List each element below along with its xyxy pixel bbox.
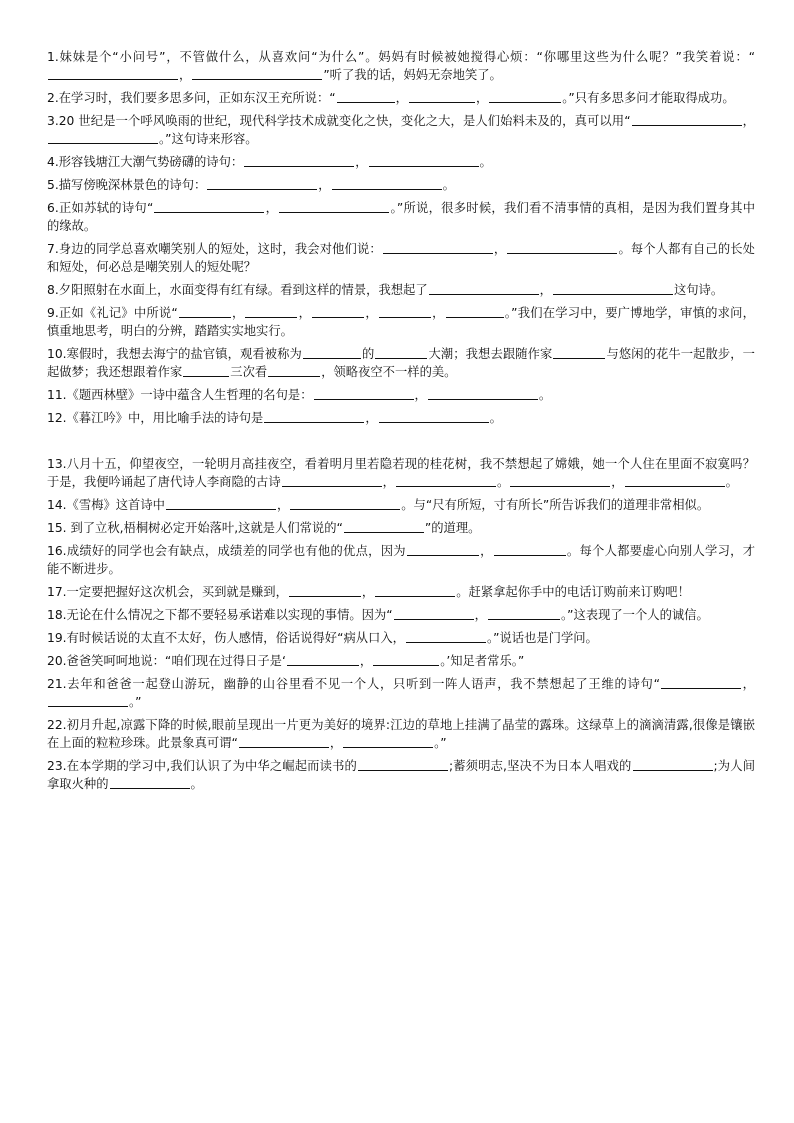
answer-blank[interactable] [290,496,400,510]
question-16 [47,542,755,578]
answer-blank[interactable] [494,542,566,556]
answer-blank[interactable] [507,240,617,254]
answer-blank[interactable] [264,409,364,423]
answer-blank[interactable] [207,176,317,190]
answer-blank[interactable] [282,473,382,487]
question-text: 。’知足者常乐。” [440,654,525,668]
question-text: 22.初月升起,凉露下降的时候,眼前呈现出一片更为美好的境界:江边的草地上挂满了晶莹的露珠。这绿草上的滴滴清露,很像是镶嵌在上面的粒粒珍珠。此景象真可谓“ [47,718,755,750]
answer-blank[interactable] [192,66,322,80]
question-text: 。 [442,178,455,192]
question-text: 4.形容钱塘江大潮气势磅礴的诗句： [47,155,244,169]
answer-blank[interactable] [661,675,741,689]
question-text: ， [359,654,373,668]
question-text: 3.20 世纪是一个呼风唤雨的世纪，现代科学技术成就变化之快，变化之大，是人们始料未及的，真可以用“ [47,114,631,128]
question-22 [47,716,755,752]
answer-blank[interactable] [406,629,486,643]
question-text: 。每个人都要虚心向别人学习，才能不断进步。 [47,544,755,576]
answer-blank[interactable] [409,89,475,103]
answer-blank[interactable] [373,652,439,666]
question-text: 17.一定要把握好这次机会，买到就是赚到， [47,585,288,599]
question-text: 。” [129,695,142,709]
answer-blank[interactable] [375,345,427,359]
answer-blank[interactable] [48,693,128,707]
question-text: 。”这句诗来形容。 [159,132,258,146]
answer-blank[interactable] [244,153,354,167]
answer-blank[interactable] [279,199,389,213]
question-text: 。 [725,475,738,489]
question-10 [47,345,755,381]
answer-blank[interactable] [303,345,361,359]
answer-blank[interactable] [489,89,561,103]
question-text: ， [493,242,507,256]
question-18 [47,606,755,624]
answer-blank[interactable] [632,112,742,126]
question-1 [47,48,755,84]
question-text: 与悠闲的花牛一起散步，一起做梦；我还想跟着作家 [47,347,755,379]
question-21 [47,675,755,711]
answer-blank[interactable] [510,473,610,487]
question-text: 8.夕阳照射在水面上，水面变得有红有绿。看到这样的情景，我想起了 [47,283,428,297]
question-14 [47,496,755,514]
question-text: ， [382,475,395,489]
question-5 [47,176,755,194]
answer-blank[interactable] [369,153,479,167]
question-text: 16.成绩好的同学也会有缺点，成绩差的同学也有他的优点，因为 [47,544,406,558]
question-8 [47,281,755,299]
question-text: ”的道理。 [424,521,481,535]
question-7 [47,240,755,276]
answer-blank[interactable] [633,757,713,771]
answer-blank[interactable] [48,130,158,144]
answer-blank[interactable] [343,734,433,748]
answer-blank[interactable] [379,304,431,318]
answer-blank[interactable] [625,473,725,487]
question-text: 5.描写傍晚深林景色的诗句： [47,178,207,192]
answer-blank[interactable] [344,519,424,533]
question-text: ， [276,498,290,512]
question-text: 。”说话也是门学问。 [486,631,598,645]
answer-blank[interactable] [429,281,539,295]
answer-blank[interactable] [379,409,489,423]
question-text: ， [365,306,378,320]
question-text: 。每个人都有自己的长处和短处，何必总是嘲笑别人的短处呢？ [47,242,755,274]
answer-blank[interactable] [183,363,229,377]
question-text: 。 [538,388,552,402]
question-text: 9.正如《礼记》中所说“ [47,306,178,320]
answer-blank[interactable] [428,386,538,400]
answer-blank[interactable] [245,304,297,318]
question-text: ， [611,475,624,489]
question-text: 2.在学习时，我们要多思多问，正如东汉王充所说：“ [47,91,336,105]
question-text: 。”只有多思多问才能取得成功。 [562,91,735,105]
worksheet [47,48,755,798]
question-9 [47,304,755,340]
question-text: 10.寒假时，我想去海宁的盐官镇，观看被称为 [47,347,302,361]
question-text: ， [479,544,493,558]
question-text: ;蓄须明志,坚决不为日本人唱戏的 [448,759,632,773]
question-text: ， [474,608,487,622]
question-text: ”听了我的话，妈妈无奈地笑了。 [323,68,502,82]
question-text: ，领略夜空不一样的美。 [321,365,457,379]
question-text: ， [475,91,489,105]
answer-blank[interactable] [332,176,442,190]
answer-blank[interactable] [383,240,493,254]
answer-blank[interactable] [553,345,605,359]
question-text: ， [395,91,408,105]
answer-blank[interactable] [154,199,264,213]
answer-blank[interactable] [166,496,276,510]
question-4 [47,153,755,171]
question-12 [47,409,755,427]
answer-blank[interactable] [287,652,359,666]
question-text: ， [361,585,375,599]
question-text: 。”所说，很多时候，我们看不清事情的真相，是因为我们置身其中的缘故。 [47,201,755,233]
question-text: 。 [190,777,203,791]
answer-blank[interactable] [314,386,414,400]
question-text: 。与“尺有所短，寸有所长”所告诉我们的道理非常相似。 [401,498,710,512]
answer-blank[interactable] [179,304,231,318]
question-2 [47,89,755,107]
question-text: 14.《雪梅》这首诗中 [47,498,165,512]
question-11 [47,386,755,404]
question-17 [47,583,755,601]
question-19 [47,629,755,647]
answer-blank[interactable] [268,363,320,377]
answer-blank[interactable] [488,606,560,620]
question-6 [47,199,755,235]
answer-blank[interactable] [358,757,448,771]
question-text: 19.有时候话说的太直不太好，伤人感情，俗话说得好“病从口入， [47,631,405,645]
answer-blank[interactable] [110,775,190,789]
question-text: 三次看 [230,365,268,379]
answer-blank[interactable] [394,606,474,620]
question-text: 21.去年和爸爸一起登山游玩，幽静的山谷里看不见一个人，只听到一阵人语声，我不禁想起了王维的诗句“ [47,677,660,691]
question-text: 11.《题西林壁》一诗中蕴含人生哲理的名句是： [47,388,313,402]
question-text: ;为人间拿取火种的 [47,759,755,791]
question-text: 12.《暮江吟》中，用比喻手法的诗句是 [47,411,264,425]
question-text: ， [265,201,279,215]
answer-blank[interactable] [407,542,479,556]
answer-blank[interactable] [337,89,395,103]
answer-blank[interactable] [553,281,673,295]
question-text: 1.妹妹是个“小问号”，不管做什么，从喜欢问“为什么”。妈妈有时候被她搅得心烦：“你哪里这些为什么呢？”我笑着说：“ [47,50,755,64]
question-text: 。 [496,475,510,489]
question-text: 6.正如苏轼的诗句“ [47,201,154,215]
question-text: ， [741,677,755,691]
question-text: ， [414,388,427,402]
answer-blank[interactable] [446,304,504,318]
answer-blank[interactable] [48,66,178,80]
question-text: ， [179,68,192,82]
question-13 [47,455,755,491]
question-text: 。 [489,411,502,425]
question-text: 。赶紧拿起你手中的电话订购前来订购吧！ [456,585,690,599]
question-text: ， [318,178,331,192]
question-text: 15. 到了立秋,梧桐树必定开始落叶,这就是人们常说的“ [47,521,343,535]
question-text: ， [365,411,378,425]
question-text: 。”这表现了一个人的诚信。 [560,608,709,622]
answer-blank[interactable] [312,304,364,318]
question-text: 13.八月十五，仰望夜空，一轮明月高挂夜空，看着明月里若隐若现的桂花树，我不禁想起了嫦娥，她一个人住在里面不寂寞吗？于是，我便吟诵起了唐代诗人李商隐的古诗 [47,457,755,489]
question-text: ， [231,306,245,320]
question-text: 20.爸爸笑呵呵地说：“咱们现在过得日子是‘ [47,654,286,668]
question-text: 18.无论在什么情况之下都不要轻易承诺难以实现的事情。因为“ [47,608,393,622]
question-text: 7.身边的同学总喜欢嘲笑别人的短处，这时，我会对他们说： [47,242,382,256]
question-15 [47,519,755,537]
question-text: ， [539,283,552,297]
question-20 [47,652,755,670]
answer-blank[interactable] [289,583,361,597]
question-text: 23.在本学期的学习中,我们认识了为中华之崛起而读书的 [47,759,357,773]
question-text: 大潮；我想去跟随作家 [428,347,553,361]
answer-blank[interactable] [375,583,455,597]
answer-blank[interactable] [239,734,329,748]
question-text: 。 [479,155,492,169]
question-text: ， [298,306,312,320]
question-text: 这句诗。 [673,283,724,297]
question-text: ， [742,114,755,128]
question-text: 。” [434,736,447,750]
question-text: 的 [361,347,375,361]
question-text: ， [329,736,343,750]
answer-blank[interactable] [396,473,496,487]
question-text: 。”我们在学习中，要广博地学，审慎的求问，慎重地思考，明白的分辨，踏踏实实地实行。 [47,306,755,338]
question-23 [47,757,755,793]
question-text: ， [355,155,368,169]
question-text: ， [431,306,445,320]
question-3 [47,112,755,148]
